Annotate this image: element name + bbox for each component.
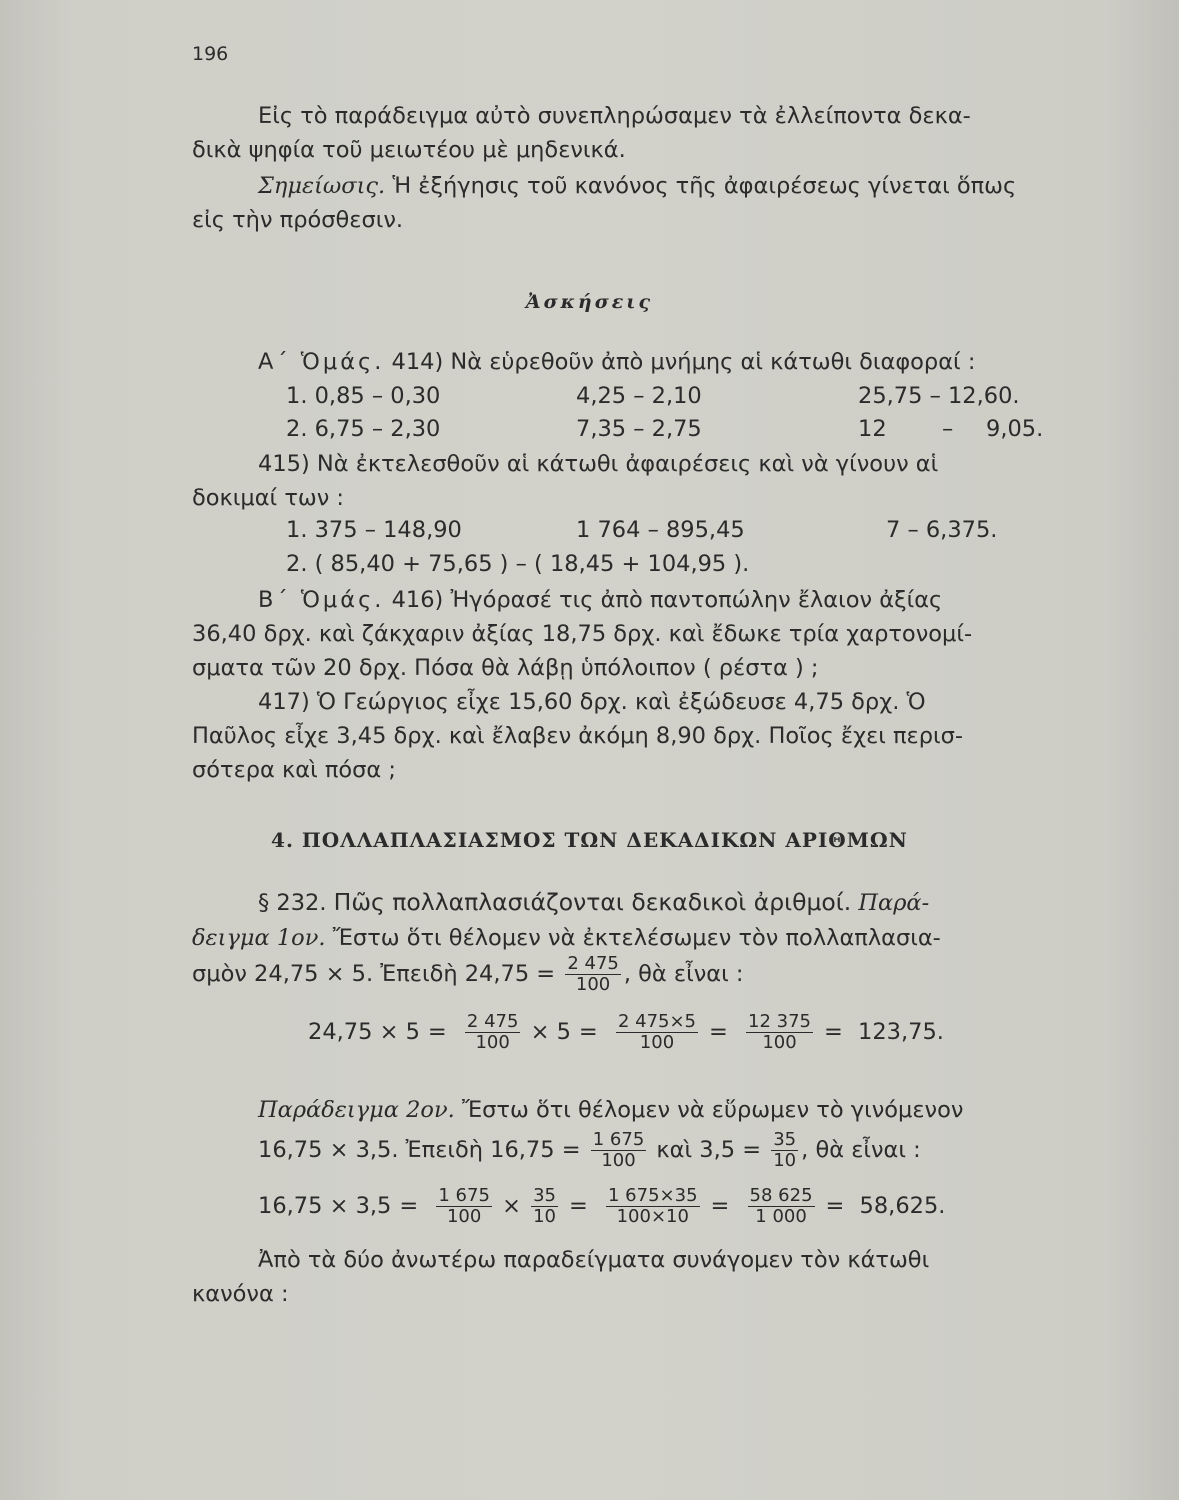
example2-line bbox=[258, 1096, 963, 1124]
ex414-row1-col2: 4,25 – 2,10 bbox=[576, 383, 702, 409]
fraction-denominator: 100 bbox=[465, 1032, 521, 1053]
fraction-numerator: 1 675 bbox=[438, 1185, 490, 1206]
example2-text: Ἔστω ὅτι θέλομεν νὰ εὕρωμεν τὸ γινόμενον bbox=[461, 1097, 964, 1123]
group-a-line bbox=[258, 348, 975, 376]
fraction-numerator: 2 475 bbox=[466, 1011, 519, 1032]
closing-line: Ἀπὸ τὰ δύο ἀνωτέρω παραδείγματα συνάγομεν τὸν κάτωθι bbox=[258, 1247, 930, 1273]
fraction-denominator: 100 bbox=[565, 974, 621, 995]
eq1-times: × 5 bbox=[530, 1019, 571, 1045]
fraction-denominator: 100×10 bbox=[606, 1206, 700, 1227]
example1-label: Παρά- bbox=[858, 890, 930, 916]
closing-line: κανόνα : bbox=[192, 1281, 289, 1307]
intro-line: εἰς τὴν πρόσθεσιν. bbox=[192, 207, 404, 233]
group-b-line bbox=[258, 586, 942, 614]
fraction-denominator: 100 bbox=[436, 1206, 492, 1227]
equation-1: 24,75 × 5 = $\frac{2 475}{100}$ × 5 = $\frac{2 475\times 5}{100}$ = $\frac{12 375}{100}$ = 123,75. bbox=[308, 1011, 944, 1053]
fraction-denominator: 10 bbox=[773, 1150, 797, 1171]
fraction bbox=[465, 1012, 521, 1053]
fraction-numerator: 2 475 bbox=[567, 953, 619, 974]
example1-line3-text: σμὸν 24,75 × 5. Ἐπειδὴ 24,75 = bbox=[192, 961, 556, 987]
example2-label: Παράδειγμα 2ον. bbox=[258, 1097, 455, 1123]
example2-line2-tail: , θὰ εἶναι : bbox=[801, 1137, 921, 1163]
section-heading: 4. ΠΟΛΛΑΠΛΑΣΙΑΣΜΟΣ ΤΩΝ ΔΕΚΑΔΙΚΩΝ ΑΡΙΘΜΩΝ bbox=[271, 828, 908, 852]
exercise-417: σότερα καὶ πόσα ; bbox=[192, 757, 396, 783]
example2-line2-mid: καὶ 3,5 = bbox=[656, 1137, 762, 1163]
intro-line: δικὰ ψηφία τοῦ μειωτέου μὲ μηδενικά. bbox=[192, 137, 626, 163]
fraction bbox=[771, 1130, 798, 1171]
ex414-row1-col3: 25,75 – 12,60. bbox=[858, 383, 1020, 409]
exercise-416: σματα τῶν 20 δρχ. Πόσα θὰ λάβῃ ὑπόλοιπον ( ρέστα ) ; bbox=[192, 655, 819, 681]
ex414-row2-col3b: – bbox=[942, 416, 954, 442]
fraction-numerator: 58 625 bbox=[749, 1185, 813, 1206]
fraction-numerator: 1 675 bbox=[592, 1129, 645, 1150]
example1-line bbox=[192, 924, 941, 952]
fraction-denominator: 10 bbox=[533, 1206, 556, 1227]
exercise-416: 36,40 δρχ. καὶ ζάκχαριν ἀξίας 18,75 δρχ. καὶ ἔδωκε τρία χαρτονομί- bbox=[192, 621, 973, 647]
fraction bbox=[748, 1186, 815, 1227]
ex414-row2-col2: 7,35 – 2,75 bbox=[576, 416, 702, 442]
fraction-denominator: 100 bbox=[616, 1032, 698, 1053]
fraction bbox=[746, 1012, 813, 1053]
ex415-row1-col2: 1 764 – 895,45 bbox=[576, 517, 745, 543]
group-a-label: Α΄ Ὁμάς. bbox=[258, 349, 385, 375]
group-b-label: Β΄ Ὁμάς. bbox=[258, 587, 385, 613]
ex414-row2-col3a: 12 bbox=[858, 416, 887, 442]
example2-line2-text: 16,75 × 3,5. Ἐπειδὴ 16,75 = bbox=[258, 1137, 581, 1163]
ex415-row1-col3: 7 – 6,375. bbox=[886, 517, 998, 543]
fraction-numerator: 35 bbox=[773, 1129, 797, 1150]
page-number: 196 bbox=[192, 43, 229, 65]
exercise-415: 415) Νὰ ἐκτελεσθοῦν αἱ κάτωθι ἀφαιρέσεις καὶ νὰ γίνουν αἱ bbox=[258, 451, 939, 477]
example2-line2 bbox=[258, 1130, 921, 1171]
fraction-denominator: 100 bbox=[746, 1032, 813, 1053]
fraction-numerator: 1 675×35 bbox=[608, 1185, 698, 1206]
ex415-row2: 2. ( 85,40 + 75,65 ) – ( 18,45 + 104,95 ). bbox=[286, 551, 750, 577]
exercises-title: Ἀσκήσεις bbox=[525, 291, 654, 313]
fraction bbox=[436, 1186, 492, 1227]
example1-label-cont: δειγμα 1ον. bbox=[192, 925, 326, 951]
fraction bbox=[591, 1130, 647, 1171]
fraction bbox=[616, 1012, 698, 1053]
fraction-numerator: 12 375 bbox=[748, 1011, 812, 1032]
ex414-row2-col3c: 9,05. bbox=[986, 416, 1044, 442]
ex415-row1-col1: 1. 375 – 148,90 bbox=[286, 517, 462, 543]
exercise-417: 417) Ὁ Γεώργιος εἶχε 15,60 δρχ. καὶ ἐξώδευσε 4,75 δρχ. Ὁ bbox=[258, 689, 926, 715]
eq1-lhs: 24,75 × 5 bbox=[308, 1019, 420, 1045]
section-number: § 232. bbox=[258, 890, 327, 916]
section-232-title-line bbox=[258, 888, 929, 917]
section-title: Πῶς πολλαπλασιάζονται δεκαδικοὶ ἀριθμοί. bbox=[333, 888, 852, 916]
note-line bbox=[258, 172, 1016, 200]
exercise-417: Παῦλος εἶχε 3,45 δρχ. καὶ ἔλαβεν ἀκόμη 8,90 δρχ. Ποῖος ἔχει περισ- bbox=[192, 723, 963, 749]
equation-2: 16,75 × 3,5 = $\frac{1 675}{100}$ × $\frac{35}{10}$ = $\frac{1 675\times 35}{100\times 10}$ = $\frac{58 625}{1 000}$ = 58,625. bbox=[258, 1185, 946, 1227]
intro-line: Εἰς τὸ παράδειγμα αὐτὸ συνεπληρώσαμεν τὰ ἐλλείποντα δεκα- bbox=[258, 103, 971, 129]
exercise-416: 416) Ἠγόρασέ τις ἀπὸ παντοπώλην ἔλαιον ἀξίας bbox=[391, 587, 943, 613]
fraction-numerator: 35 bbox=[533, 1185, 556, 1206]
eq1-result: 123,75. bbox=[858, 1019, 944, 1045]
eq2-lhs: 16,75 × 3,5 bbox=[258, 1193, 392, 1219]
example1-line3-tail: , θὰ εἶναι : bbox=[623, 961, 744, 987]
exercise-414: 414) Νὰ εὑρεθοῦν ἀπὸ μνήμης αἱ κάτωθι διαφοραί : bbox=[391, 349, 976, 375]
eq2-result: 58,625. bbox=[859, 1193, 946, 1219]
eq2-times: × bbox=[502, 1193, 521, 1219]
fraction-numerator: 2 475×5 bbox=[617, 1011, 697, 1032]
fraction-denominator: 1 000 bbox=[748, 1206, 815, 1227]
note-label: Σημείωσις. bbox=[258, 173, 386, 199]
example1-line3 bbox=[192, 954, 743, 995]
ex414-row2-col1: 2. 6,75 – 2,30 bbox=[286, 416, 441, 442]
exercise-415: δοκιμαί των : bbox=[192, 485, 345, 511]
fraction-denominator: 100 bbox=[591, 1150, 647, 1171]
fraction bbox=[606, 1186, 700, 1227]
note-text: Ἡ ἐξήγησις τοῦ κανόνος τῆς ἀφαιρέσεως γίνεται ὅπως bbox=[385, 173, 1017, 199]
fraction bbox=[565, 954, 621, 995]
ex414-row1-col1: 1. 0,85 – 0,30 bbox=[286, 383, 441, 409]
example1-text: Ἔστω ὅτι θέλομεν νὰ ἐκτελέσωμεν τὸν πολλαπλασια- bbox=[332, 925, 941, 951]
fraction bbox=[531, 1186, 558, 1227]
